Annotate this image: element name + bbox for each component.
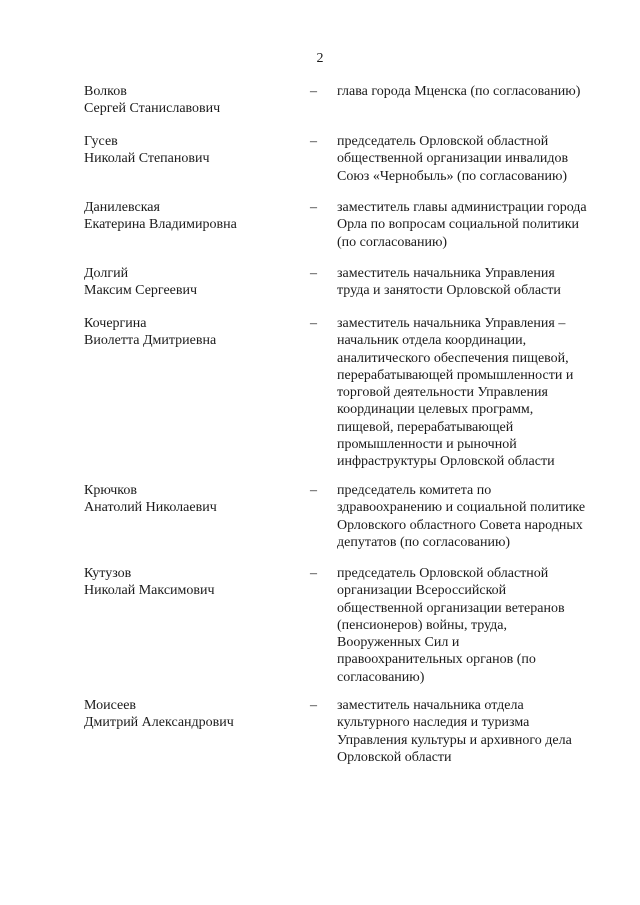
separator-dash: – [310, 200, 317, 215]
separator-dash: – [310, 566, 317, 581]
member-surname: Моисеев [84, 698, 137, 713]
member-role [337, 83, 599, 100]
member-given-names: Николай Максимович [84, 583, 215, 599]
role-line: заместитель главы администрации города [337, 200, 587, 215]
member-role [337, 199, 599, 251]
role-line: согласованию) [337, 669, 425, 685]
role-line: здравоохранению и социальной политике [337, 500, 586, 516]
role-line: заместитель начальника отдела [337, 698, 524, 713]
member-surname: Крючков [84, 483, 138, 498]
member-name [84, 697, 294, 732]
member-given-names: Анатолий Николаевич [84, 500, 217, 516]
member-name [84, 83, 294, 118]
separator-dash: – [310, 483, 317, 498]
role-line: аналитического обеспечения пищевой, [337, 350, 569, 366]
separator-dash: – [310, 698, 317, 713]
role-line: труда и занятости Орловской области [337, 283, 561, 299]
role-line: начальник отдела координации, [337, 333, 527, 349]
member-given-names: Николай Степанович [84, 151, 210, 167]
role-line: председатель комитета по [337, 483, 492, 498]
member-role [337, 697, 599, 766]
role-line: Орла по вопросам социальной политики [337, 217, 580, 233]
role-line: промышленности и рыночной [337, 437, 517, 453]
role-line: Орловской области [337, 749, 452, 765]
role-line: председатель Орловской областной [337, 566, 549, 581]
page-number: 2 [316, 51, 324, 66]
role-line: перерабатывающей промышленности и [337, 367, 574, 383]
role-line: организации Всероссийской [337, 583, 507, 599]
role-line: инфраструктуры Орловской области [337, 454, 555, 470]
role-line: депутатов (по согласованию) [337, 534, 511, 550]
member-role [337, 315, 599, 471]
member-given-names: Виолетта Дмитриевна [84, 333, 217, 349]
role-line: глава города Мценска (по согласованию) [337, 84, 581, 99]
member-name [84, 315, 294, 350]
role-line: координации целевых программ, [337, 402, 534, 418]
role-line: Вооруженных Сил и [337, 635, 460, 651]
separator-dash: – [310, 266, 317, 281]
member-role [337, 565, 599, 686]
member-surname: Кутузов [84, 566, 132, 581]
role-line: Управления культуры и архивного дела [337, 732, 572, 748]
role-line: (по согласованию) [337, 234, 448, 250]
member-surname: Кочергина [84, 316, 147, 331]
role-line: заместитель начальника Управления [337, 266, 555, 281]
role-line: торговой деятельности Управления [337, 385, 548, 401]
member-given-names: Дмитрий Александрович [84, 715, 234, 731]
role-line: общественной организации инвалидов [337, 151, 569, 167]
role-line: (пенсионеров) войны, труда, [337, 617, 508, 633]
separator-dash: – [310, 316, 317, 331]
member-given-names: Максим Сергеевич [84, 283, 198, 299]
member-name [84, 133, 294, 168]
member-role [337, 265, 599, 300]
member-role [337, 133, 599, 185]
member-role [337, 482, 599, 551]
member-given-names: Екатерина Владимировна [84, 217, 237, 233]
member-surname: Волков [84, 84, 127, 99]
member-surname: Долгий [84, 266, 129, 281]
role-line: председатель Орловской областной [337, 134, 549, 149]
member-given-names: Сергей Станиславович [84, 101, 221, 117]
role-line: Орловского областного Совета народных [337, 517, 583, 533]
role-line: правоохранительных органов (по [337, 652, 536, 668]
role-line: Союз «Чернобыль» (по согласованию) [337, 168, 568, 184]
member-name [84, 199, 294, 234]
role-line: заместитель начальника Управления – [337, 316, 566, 331]
member-name [84, 565, 294, 600]
member-surname: Данилевская [84, 200, 160, 215]
member-name [84, 482, 294, 517]
separator-dash: – [310, 134, 317, 149]
member-name [84, 265, 294, 300]
role-line: культурного наследия и туризма [337, 715, 530, 731]
role-line: общественной организации ветеранов [337, 600, 565, 616]
separator-dash: – [310, 84, 317, 99]
member-surname: Гусев [84, 134, 118, 149]
role-line: пищевой, перерабатывающей [337, 419, 514, 435]
